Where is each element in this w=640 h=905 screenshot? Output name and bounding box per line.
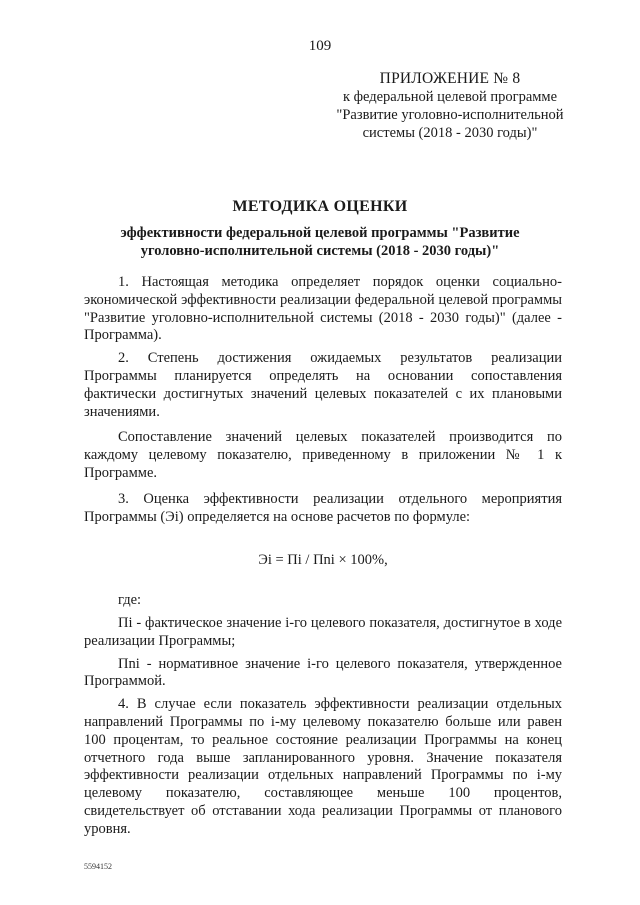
page-number: 109 [308, 38, 332, 54]
paragraph-3: Сопоставление значений целевых показателей производится по каждому целевому показателю, приведенному в приложении № 1 к Программе. [84, 429, 562, 481]
definition-2: Пni - нормативное значение i-го целевого показателя, утвержденное Программой. [84, 655, 562, 690]
paragraph-5: 4. В случае если показатель эффективности реализации отдельных направлений Программы по i-му целевому показателю больше или равен 100 процентам, то реальное состояние реализации Программы на конец отчетного года выше запланированного уровня. Значение показателя эффективности реализации отдельных направлений Программы по i-му целевому показателю, составляющее меньше 100 процентов, свидетельствует об отставании хода реализации Программы от планового уровня. [84, 696, 562, 837]
document-body [84, 274, 562, 839]
paragraph-4: 3. Оценка эффективности реализации отдельного мероприятия Программы (Эi) определяется на основе расчетов по формуле: [84, 490, 562, 525]
method-title: МЕТОДИКА ОЦЕНКИ [232, 198, 408, 215]
formula: Эi = Пi / Пni × 100%, [258, 552, 388, 569]
footer-code: 5594152 [84, 862, 112, 871]
method-subtitle-line: уголовно-исполнительной системы (2018 - 2030 годы)" [140, 243, 500, 259]
formula-where: где: [118, 592, 142, 609]
appendix-line: к федеральной целевой программе [342, 89, 558, 105]
definition-1: Пi - фактическое значение i-го целевого показателя, достигнутое в ходе реализации Программы; [84, 614, 562, 649]
appendix-line: "Развитие уголовно-исполнительной [336, 107, 564, 123]
appendix-header [310, 70, 590, 142]
paragraph-1: 1. Настоящая методика определяет порядок оценки социально-экономической эффективности реализации федеральной целевой программы "Развитие уголовно-исполнительной системы (2018 - 2030 годы)" (далее - Программа). [84, 274, 562, 344]
paragraph-2: 2. Степень достижения ожидаемых результатов реализации Программы планируется определять на основании сопоставления фактически достигнутых значений целевых показателей с их плановыми значениями. [84, 350, 562, 420]
appendix-title: ПРИЛОЖЕНИЕ № 8 [379, 70, 521, 87]
method-subtitle-line: эффективности федеральной целевой программы "Развитие [120, 225, 520, 241]
appendix-line: системы (2018 - 2030 годы)" [362, 125, 538, 141]
method-subtitle [90, 224, 550, 260]
